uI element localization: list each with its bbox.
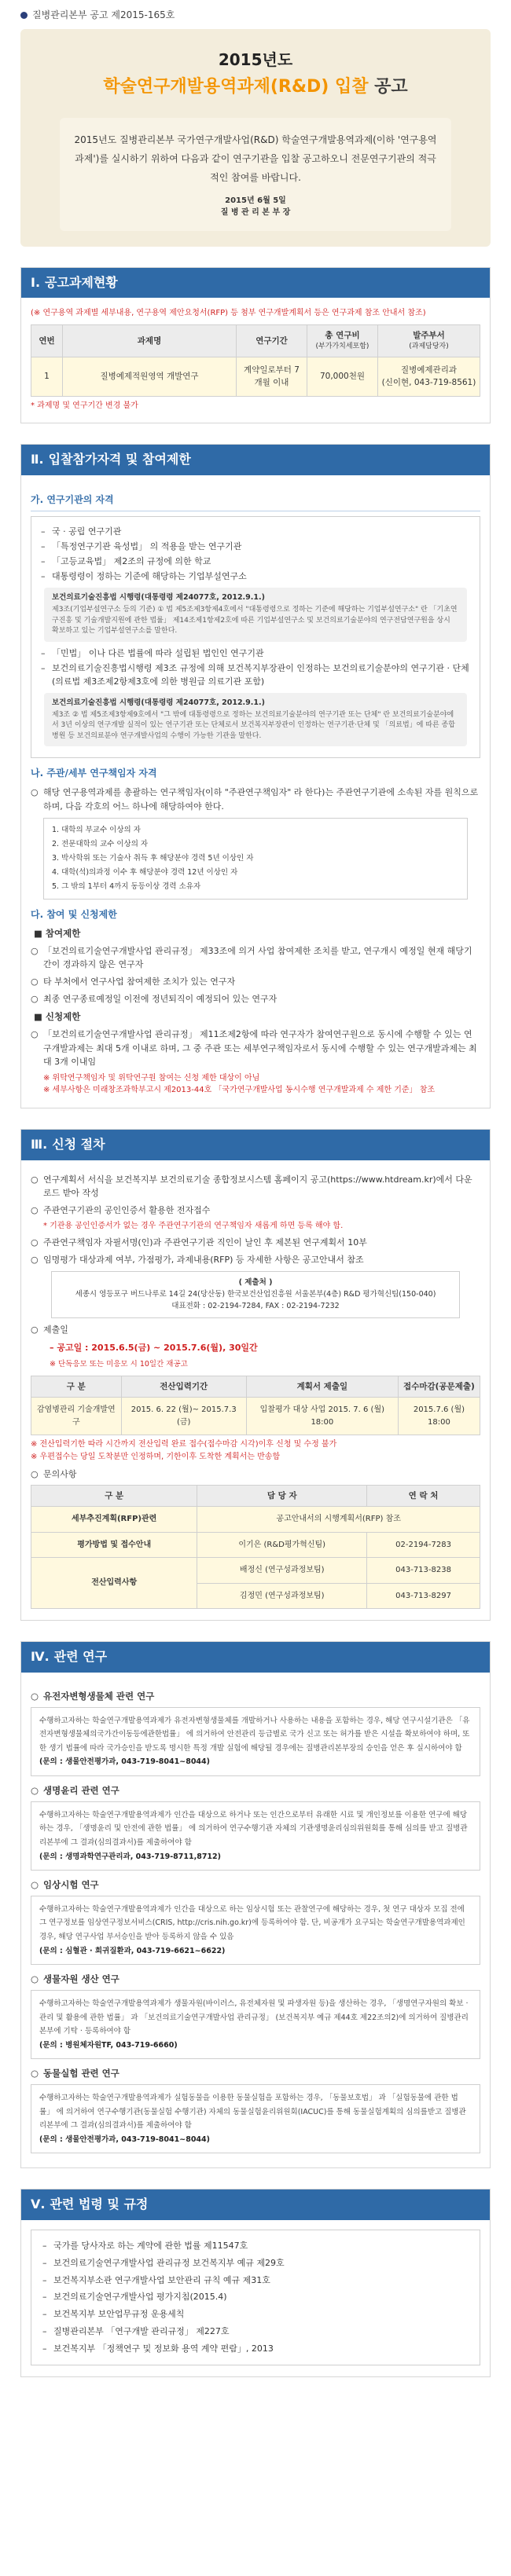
section-header: Ⅲ. 신청 절차: [21, 1130, 490, 1160]
subsection-title: 가. 연구기관의 자격: [31, 493, 480, 511]
qualification-list: 1. 대학의 부교수 이상의 자 2. 전문대학의 교수 이상의 자 3. 박사학위 또는 기술사 취득 후 해당분야 경력 5년 이상인 자 4. 대학(석)의과정 이수 후 해당분야 경력 12년 이상인 자 5. 그 밖의 1부터 4까지 동등이상 경력 소유자: [43, 818, 468, 900]
table-row: 전산입력사항 배정신 (연구성과정보팀) 043-713-8238: [31, 1558, 480, 1584]
section-related-research: [20, 1641, 491, 2168]
hero-banner: [20, 29, 491, 247]
table-row: 세부추진계획(RFP)관련 공고안내서의 시행계획서(RFP) 참조: [31, 1507, 480, 1533]
contact-table: 구 분 담 당 자 연 락 처 세부추진계획(RFP)관련 공고안내서의 시행계획서(RFP) 참조 평가방법 및 접수안내 이기은 (R&D평가혁신팀) 02-2194-7283 전산입력사항 배정신 (연구성과정보팀) 043-713-8238 김정민 (연구성과정보팀) 043-713-8297: [31, 1485, 480, 1609]
section-header: Ⅰ. 공고과제현황: [21, 268, 490, 299]
bullet-icon: [20, 12, 28, 19]
section-eligibility: Ⅱ. 입찰참가자격 및 참여제한 가. 연구기관의 자격 – 국 · 공립 연구기관 – 「특정연구기관 육성법」 의 적용을 받는 연구기관 – 「고등교육법」 제2조의 규정에 의한 학교 – 대통령령이 정하는 기준에 해당하는 기업부설연구소 보건의료기술진흥법 시행령(대통령령 제24077호, 2012.9.1.) 제3조(기업부설연구소 등의 기준) ① 법 제5조제3항제4호에서 "대통령령으로 정하는 기준에 해당하는 기업부설연구소" 란 「기초연구진흥 및 기술개발지원에 관한 법률」 제14조제1항제2호에 따른 기업부설연구소 및 보건의료기술분야의 연구전담연구원을 상시 확보하고 있는 기업부설연구소를 말한다. – 「민법」 이나 다른 법률에 따라 설립된 법인인 연구기관 – 보건의료기술진흥법시행령 제3조 규정에 의해 보건복지부장관이 인정하는 보건의료기술분야의 연구기관 · 단체(의료법 제3조제2항제3호에 의한 병원급 의료기관 포함) 보건의료기술진흥법 시행령(대통령령 제24077호, 2012.9.1.) 제3조 ② 법 제5조제3항제9호에서 "그 밖에 대통령령으로 정하는 보건의료기술분야의 연구기관 또는 단체" 란 보건의료기술분야에서 3년 이상의 연구개발 실적이 있는 연구기관 또는 단체로서 보건복지부장관이 인정하는 연구기관·단체 및 「의료법」에 따른 종합병원 등 보건의료분야 연구개발사업의 수행이 가능한 기관을 말한다. 나. 주관/세부 연구책임자 자격 ○ 해당 연구용역과제를 총괄하는 연구책임자(이하 "주관연구책임자" 라 한다)는 주관연구기관에 소속된 자를 원칙으로 하며, 다음 각호의 어느 하나에 해당하여야 한다. 1. 대학의 부교수 이상의 자 2. 전문대학의 교수 이상의 자 3. 박사학위 또는 기술사 취득 후 해당분야 경력 5년 이상인 자 4. 대학(석)의과정 이수 후 해당분야 경력 12년 이상인 자 5. 그 밖의 1부터 4까지 동등이상 경력 소유자 다. 참여 및 신청제한 ■ 참여제한 ○ 「보건의료기술연구개발사업 관리규정」 제33조에 의거 사업 참여제한 조치를 받고, 연구개시 예정일 현재 해당기간이 경과하지 않은 연구자 ○ 타 부처에서 연구사업 참여제한 조치가 있는 연구자 ○ 최종 연구종료예정일 이전에 정년퇴직이 예정되어 있는 연구자 ■ 신청제한 ○ 「보건의료기술연구개발사업 관리규정」 제11조제2항에 따라 연구자가 참여연구원으로 동시에 수행할 수 있는 연구개발과제는 최대 5개 이내로 하며, 그 중 주관 또는 세부연구책임자로서 동시에 수행할 수 있는 연구개발과제는 최대 3개 이내임 ※ 위탁연구책임자 및 위탁연구원 참여는 신청 제한 대상이 아님 ※ 세부사항은 미래창조과학부고시 제2013-44호 「국가연구개발사업 동시수행 연구개발과제 수 제한 기준」 참조: [20, 444, 491, 1108]
section-notice-status: [20, 267, 491, 424]
section-header: Ⅱ. 입찰참가자격 및 참여제한: [21, 445, 490, 475]
research-topic: ○ 임상시험 연구 수행하고자하는 학술연구개발용역과제가 인간을 대상으로 하는 임상시험 또는 관찰연구에 해당하는 경우, 첫 연구 대상자 모집 전에 그 연구정보를 임상연구정보서비스(CRIS, http://cris.nih.go.kr)에 등록하여야 함. 단, 비공개가 요구되는 학술연구개발용역과제인 경우, 해당 연구사업 부서승인을 받아 등록하지 않을 수 있음 (문의 : 심혈관 · 희귀질환과, 043-719-6621~6622): [31, 1878, 480, 1965]
laws-list: – 국가를 당사자로 하는 계약에 관한 법률 제11547호 – 보건의료기술연구개발사업 관리규정 보건복지부 예규 제29호 – 보건복지부소관 연구개발사업 보안관리 규칙 예규 제31호 – 보건의료기술연구개발사업 평가지침(2015.4) – 보건복지부 보안업무규정 운용세칙 – 질병관리본부 「연구개발 관리규정」 제227호 – 보건복지부 「정책연구 및 정보화 용역 계약 편람」, 2013: [31, 2230, 480, 2365]
research-topic: ○ 생물자원 생산 연구 수행하고자하는 학술연구개발용역과제가 생물자원(바이러스, 유전체자원 및 파생자원 등)을 생산하는 경우, 「생명연구자원의 확보 · 관리 및 활용에 관한 법률」 과 「보건의료기술연구개발사업 관리규정」 (보건복지부 예규 제44호 제22조의2)에 의거하여 질병관리본부에 기탁 · 등록하여야 함 (문의 : 병원체자원TF, 043-719-6660): [31, 1973, 480, 2059]
subsection-title: 다. 참여 및 신청제한: [31, 909, 117, 921]
research-topic: ○ 유전자변형생물체 관련 연구 수행하고자하는 학술연구개발용역과제가 유전자변형생물체를 개발하거나 사용하는 내용을 포함하는 경우, 해당 연구시설기관은 「유전자변형생물체의국가간이동등에관한법률」 에 의거하여 안전관리 등급별로 국가 신고 또는 허가를 받은 시설을 확보하여야 하며, 또한 생기 법률에 따라 국가승인을 받도록 명시한 특정 개발 실험에 해당될 경우에는 질병관리본부장의 승인을 얻은 후 실시하여야 함 (문의 : 생물안전평가과, 043-719-8041~8044): [31, 1690, 480, 1776]
hero-title: 학술연구개발용역과제(R&D) 입찰 공고: [103, 76, 408, 97]
table-row: 김정민 (연구성과정보팀) 043-713-8297: [31, 1583, 480, 1609]
research-topic: ○ 동물실험 관련 연구 수행하고자하는 학술연구개발용역과제가 실험동물을 이용한 동물실험을 포함하는 경우, 「동물보호법」 과 「실험동물에 관한 법률」 에 의거하여 연구수행기관(동물실험 수행기관) 자체의 동물실험윤리위원회(IACUC)를 통해 동물실험계획의 심의를받고 질병관리본부에 그 결과(심의결과서)를 제출하여야 함 (문의 : 생물안전평가과, 043-719-8041~8044): [31, 2067, 480, 2153]
section-header: Ⅴ. 관련 법령 및 규정: [21, 2189, 490, 2220]
notice-id: 질병관리본부 공고 제2015-165호: [20, 8, 491, 23]
law-excerpt: 보건의료기술진흥법 시행령(대통령령 제24077호, 2012.9.1.) 제3조 ② 법 제5조제3항제9호에서 "그 밖에 대통령령으로 정하는 보건의료기술분야의 연구기관 또는 단체" 란 보건의료기술분야에서 3년 이상의 연구개발 실적이 있는 연구기관 또는 단체로서 보건복지부장관이 인정하는 연구기관·단체 및 「의료법」에 따른 종합병원 등 보건의료분야 연구개발사업의 수행이 가능한 기관을 말한다.: [44, 693, 467, 747]
schedule-table: 구 분 전산입력기간 계획서 제출일 접수마감(공문제출) 감염병관리 기술개발연구 2015. 6. 22 (월)~ 2015.7.3 (금) 입찰평가 대상 사업 2015. 7. 6 (월) 18:00 2015.7.6 (월) 18:00: [31, 1376, 480, 1435]
submission-address: ( 제출처 ) 세종시 영등포구 버드나루로 14길 24(당산동) 한국보건산업진흥원 서울본부(4층) R&D 평가혁신팀(150-040) 대표전화 : 02-2194-7284, FAX : 02-2194-7232: [51, 1271, 460, 1318]
section-note: (※ 연구용역 과제별 세부내용, 연구용역 제안요청서(RFP) 등 첨부 연구개발계획서 등은 연구과제 참조 안내서 참조): [31, 309, 426, 318]
notice-period: – 공고일 : 2015.6.5(금) ~ 2015.7.6(월), 30일간: [50, 1343, 258, 1354]
section-header: Ⅳ. 관련 연구: [21, 1642, 490, 1673]
status-table: 연번 과제명 연구기간 총 연구비 (부가가치세포함) 발주부서 (과제담당자) 1 질병예제적원영역 개발연구 계약일로부터 7개월 이내 70,000천원 질병예제관리과 (신이현, 043-719-8561): [31, 324, 480, 397]
table-row: 1 질병예제적원영역 개발연구 계약일로부터 7개월 이내 70,000천원 질병예제관리과 (신이현, 043-719-8561): [31, 357, 480, 397]
hero-intro: 2015년도 질병관리본부 국가연구개발사업(R&D) 학술연구개발용역과제(이하 '연구용역과제')를 실시하기 위하여 다음과 같이 연구기관을 입찰 공고하오니 전문연구기관의 적극적인 참여를 바랍니다. 2015년 6월 5일 질 병 관 리 본 부 장: [60, 118, 451, 231]
table-row: 감염병관리 기술개발연구 2015. 6. 22 (월)~ 2015.7.3 (금) 입찰평가 대상 사업 2015. 7. 6 (월) 18:00 2015.7.6 (월) 18:00: [31, 1398, 480, 1435]
research-topic: ○ 생명윤리 관련 연구 수행하고자하는 학술연구개발용역과제가 인간을 대상으로 하거나 또는 인간으로부터 유래한 시료 및 개인정보를 이용한 연구에 해당하는 경우, 「생명윤리 및 안전에 관한 법률」 에 의거하여 연구수행기관 자체의 기관생명윤리심의위원회를 통해 심의를 받고 질병관리본부에 그 결과(심의결과서)를 제출하여야 함 (문의 : 생명과학연구관리과, 043-719-8711,8712): [31, 1784, 480, 1871]
institution-box: – 국 · 공립 연구기관 – 「특정연구기관 육성법」 의 적용을 받는 연구기관 – 「고등교육법」 제2조의 규정에 의한 학교 – 대통령령이 정하는 기준에 해당하는 기업부설연구소 보건의료기술진흥법 시행령(대통령령 제24077호, 2012.9.1.) 제3조(기업부설연구소 등의 기준) ① 법 제5조제3항제4호에서 "대통령령으로 정하는 기준에 해당하는 기업부설연구소" 란 「기초연구진흥 및 기술개발지원에 관한 법률」 제14조제1항제2호에 따른 기업부설연구소 및 보건의료기술분야의 연구전담연구원을 상시 확보하고 있는 기업부설연구소를 말한다. – 「민법」 이나 다른 법률에 따라 설립된 법인인 연구기관 – 보건의료기술진흥법시행령 제3조 규정에 의해 보건복지부장관이 인정하는 보건의료기술분야의 연구기관 · 단체(의료법 제3조제2항제3호에 의한 병원급 의료기관 포함) 보건의료기술진흥법 시행령(대통령령 제24077호, 2012.9.1.) 제3조 ② 법 제5조제3항제9호에서 "그 밖에 대통령령으로 정하는 보건의료기술분야의 연구기관 또는 단체" 란 보건의료기술분야에서 3년 이상의 연구개발 실적이 있는 연구기관 또는 단체로서 보건복지부장관이 인정하는 연구기관·단체 및 「의료법」에 따른 종합병원 등 보건의료분야 연구개발사업의 수행이 가능한 기관을 말한다.: [31, 516, 480, 759]
subsection-title: 나. 주관/세부 연구책임자 자격: [31, 768, 157, 779]
hero-year: 2015년도: [218, 49, 293, 69]
law-excerpt: 보건의료기술진흥법 시행령(대통령령 제24077호, 2012.9.1.) 제3조(기업부설연구소 등의 기준) ① 법 제5조제3항제4호에서 "대통령령으로 정하는 기준에 해당하는 기업부설연구소" 란 「기초연구진흥 및 기술개발지원에 관한 법률」 제14조제1항제2호에 따른 기업부설연구소 및 보건의료기술분야의 연구전담연구원을 상시 확보하고 있는 기업부설연구소를 말한다.: [44, 588, 467, 642]
section-application: Ⅲ. 신청 절차 ○ 연구계획서 서식을 보건복지부 보건의료기술 종합정보시스템 홈페이지 공고(https://www.htdream.kr)에서 다운로드 받아 작성 ○ 주관연구기관의 공인인증서 활용한 전자접수 * 기관용 공인인증서가 없는 경우 주관연구기관의 연구책임자 새롭게 하면 등록 해야 함. ○ 주관연구책임자 자필서명(인)과 주관연구기관 직인이 날인 후 제본된 연구계획서 10부 ○ 임명평가 대상과제 여부, 가점평가, 과제내용(RFP) 등 자세한 사항은 공고안내서 참조 ( 제출처 ) 세종시 영등포구 버드나루로 14길 24(당산동) 한국보건산업진흥원 서울본부(4층) R&D 평가혁신팀(150-040) 대표전화 : 02-2194-7284, FAX : 02-2194-7232 ○ 제출일 – 공고일 : 2015.6.5(금) ~ 2015.7.6(월), 30일간 ※ 단독응모 또는 미응모 시 10일간 재공고 구 분 전산입력기간 계획서 제출일 접수마감(공문제출) 감염병관리 기술개발연구 2015. 6. 22 (월)~ 2015.7.3 (금) 입찰평가 대상 사업 2015. 7. 6 (월) 18:00 2015.7.6 (월) 18:00 ※ 전산입력기한 따라 시간까지 전산입력 완료 접수(접수마감 시각)이후 신청 및 수정 불가 ※ 우편접수는 당일 도착분만 인정하며, 기한이후 도착한 계획서는 반송함 ○ 문의사항 구 분 담 당 자 연 락 처 세부추진계획(RFP)관련 공고안내서의 시행계획서(RFP) 참조 평가방법 및 접수안내 이기은 (R&D평가혁신팀) 02-2194-7283 전산입력사항 배정신 (연구성과정보팀) 043-713-8238 김정민 (연구성과정보팀) 043-713-8297: [20, 1129, 491, 1621]
section-laws: [20, 2189, 491, 2376]
table-row: 평가방법 및 접수안내 이기은 (R&D평가혁신팀) 02-2194-7283: [31, 1532, 480, 1558]
hero-signature: 2015년 6월 5일 질 병 관 리 본 부 장: [220, 196, 291, 217]
table-footnote: * 과제명 및 연구기간 변경 불가: [31, 401, 138, 410]
